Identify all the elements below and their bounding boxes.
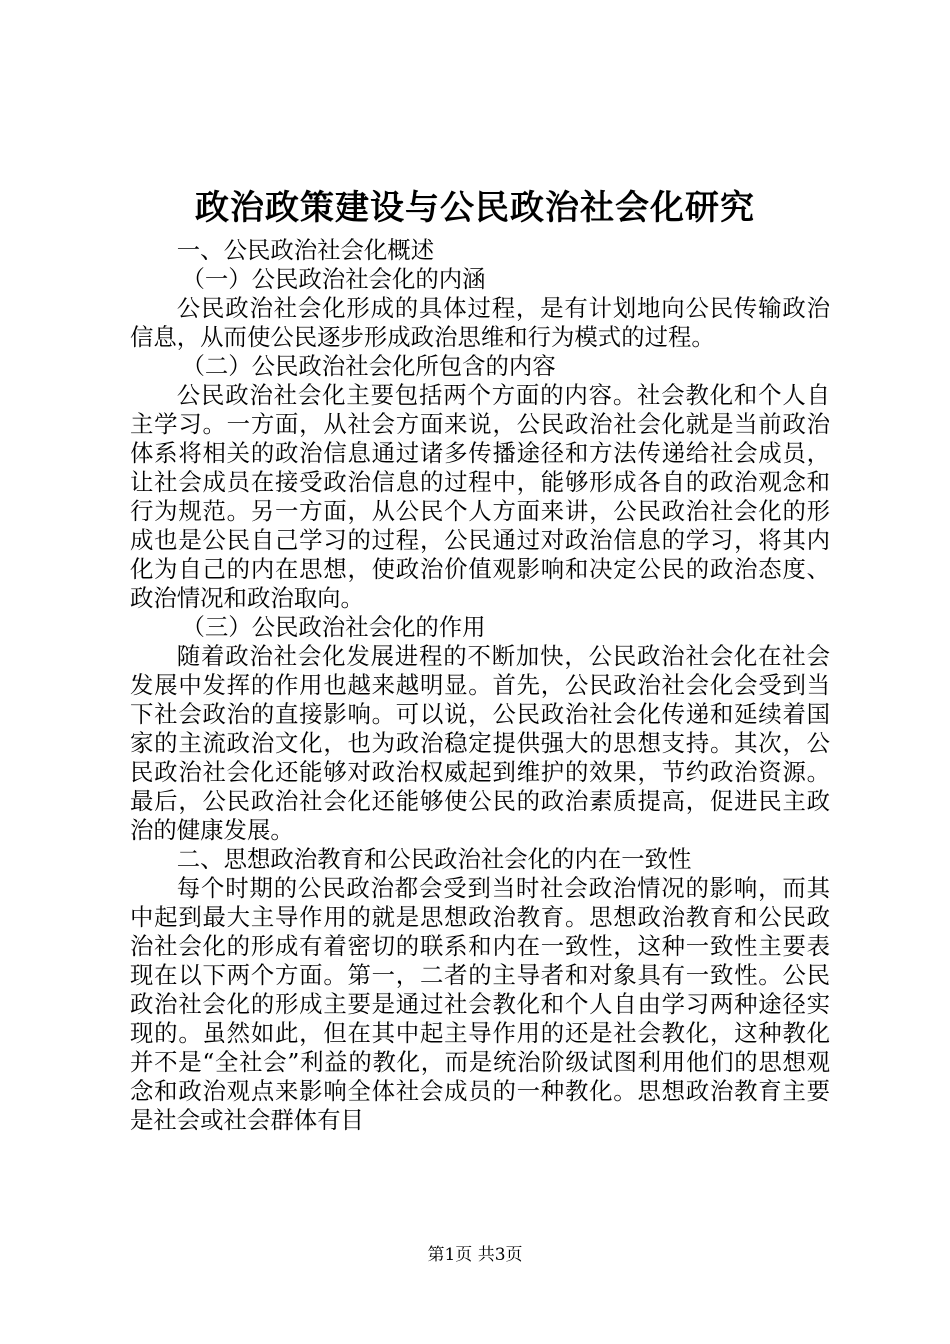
document-title: 政治政策建设与公民政治社会化研究 — [195, 188, 755, 228]
body-paragraph: 随着政治社会化发展进程的不断加快，公民政治社会化在社会发展中发挥的作用也越来越明显。首先，公民政治社会化会受到当下社会政治的直接影响。可以说，公民政治社会化传递和延续着国家的主流政治文化，也为政治稳定提供强大的思想支持。其次，公民政治社会化还能够对政治权威起到维护的效果，节约政治资源。最后，公民政治社会化还能够使公民的政治素质提高，促进民主政治的健康发展。 — [130, 642, 830, 844]
body-paragraph: 公民政治社会化形成的具体过程，是有计划地向公民传输政治信息，从而使公民逐步形成政治思维和行为模式的过程。 — [130, 294, 830, 351]
document-body — [130, 236, 830, 1135]
section-heading-1: 一、公民政治社会化概述 — [176, 236, 435, 264]
subsection-heading-1: （一）公民政治社会化的内涵 — [181, 265, 486, 293]
page-number-footer: 第1页 共3页 — [427, 1245, 523, 1265]
body-paragraph: 每个时期的公民政治都会受到当时社会政治情况的影响，而其中起到最大主导作用的就是思想政治教育。思想政治教育和公民政治社会化的形成有着密切的联系和内在一致性，这种一致性主要表现在以下两个方面。第一，二者的主导者和对象具有一致性。公民政治社会化的形成主要是通过社会教化和个人自由学习两种途径实现的。虽然如此，但在其中起主导作用的还是社会教化，这种教化并不是“全社会”利益的教化，而是统治阶级试图利用他们的思想观念和政治观点来影响全体社会成员的一种教化。思想政治教育主要是社会或社会群体有目 — [130, 874, 830, 1134]
body-paragraph: 公民政治社会化主要包括两个方面的内容。社会教化和个人自主学习。一方面，从社会方面来说，公民政治社会化就是当前政治体系将相关的政治信息通过诸多传播途径和方法传递给社会成员，让社会成员在接受政治信息的过程中，能够形成各自的政治观念和行为规范。另一方面，从公民个人方面来讲，公民政治社会化的形成也是公民自己学习的过程，公民通过对政治信息的学习，将其内化为自己的内在思想，使政治价值观影响和决定公民的政治态度、政治情况和政治取向。 — [130, 381, 830, 612]
subsection-heading-3: （三）公民政治社会化的作用 — [181, 613, 486, 641]
subsection-heading-2: （二）公民政治社会化所包含的内容 — [181, 352, 556, 380]
section-heading-2: 二、思想政治教育和公民政治社会化的内在一致性 — [176, 845, 692, 873]
